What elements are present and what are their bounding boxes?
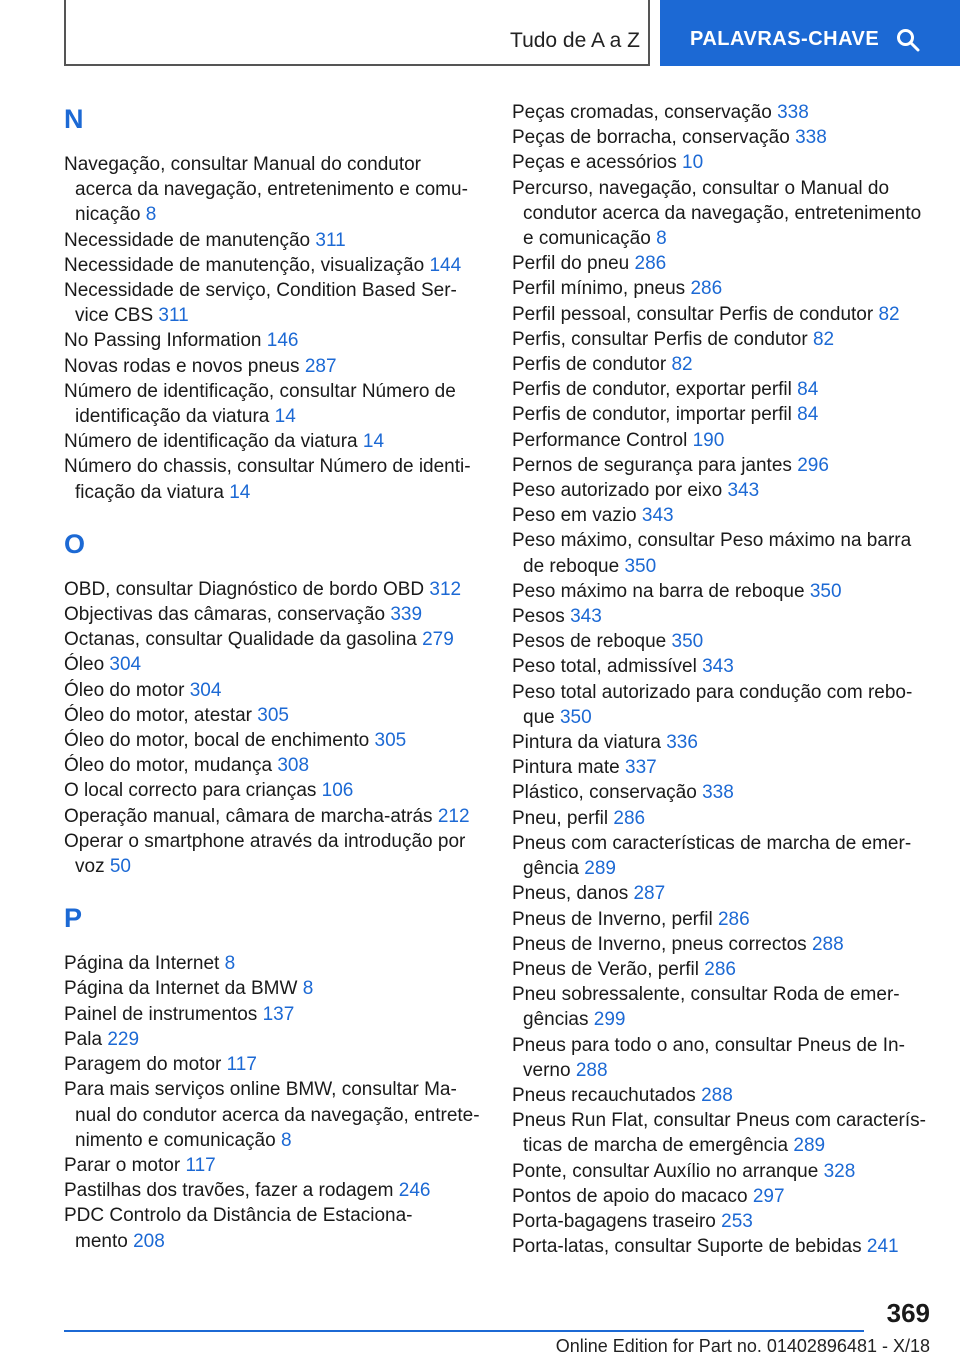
index-column-left [64, 100, 484, 1254]
index-entry-text: Peças de borracha, conservação [512, 127, 790, 149]
index-entry-text: Percurso, navegação, consultar o Manual do condutor acerca da navegação, entretenimento e comunicação [512, 177, 922, 250]
index-entry-text: Octanas, consultar Qualidade da gasolina [64, 629, 417, 651]
page-link[interactable]: 343 [727, 480, 760, 502]
page-number: 369 [886, 1298, 930, 1328]
index-entry-text: Pneu sobressalente, consultar Roda de emer- gências [512, 984, 900, 1031]
index-entry-text: Perfis de condutor [512, 354, 667, 376]
index-entry-text: Perfil pessoal, consultar Perfis de condutor [512, 303, 874, 325]
index-entry-text: Pneu, perfil [512, 807, 609, 829]
page-link[interactable]: 304 [189, 679, 222, 701]
index-entry [64, 703, 484, 728]
index-entry-text: Porta-bagagens traseiro [512, 1210, 716, 1232]
index-entry-text: Perfil mínimo, pneus [512, 278, 686, 300]
page-link[interactable]: 8 [280, 1129, 292, 1151]
index-entry-text: Pernos de segurança para jantes [512, 454, 792, 476]
index-entry [512, 629, 932, 654]
index-entry-text: Navegação, consultar Manual do condutor acerca da navegação, entretenimento e comu- nicação [64, 154, 468, 226]
index-entry-text: Plástico, conservação [512, 782, 697, 804]
page-link[interactable]: 8 [224, 953, 236, 975]
page-link[interactable]: 279 [422, 629, 454, 651]
page-link[interactable]: 343 [641, 505, 674, 527]
page-link[interactable]: 350 [671, 631, 704, 653]
page-link[interactable]: 8 [302, 978, 314, 1000]
index-entry-text: Perfil do pneu [512, 253, 630, 275]
page-link[interactable]: 308 [277, 755, 310, 777]
index-entry-text: Pastilhas dos travões, fazer a rodagem [64, 1180, 394, 1202]
index-entry [512, 352, 932, 377]
page-link[interactable]: 146 [266, 330, 299, 352]
search-icon[interactable] [896, 28, 920, 52]
index-entry [512, 881, 932, 906]
index-entry [64, 1077, 484, 1153]
page-link[interactable]: 343 [702, 656, 734, 678]
page-link[interactable]: 288 [811, 933, 844, 955]
index-entry [512, 453, 932, 478]
page-link[interactable]: 311 [158, 305, 189, 327]
index-entry-text: Peso autorizado por eixo [512, 480, 723, 502]
page-link[interactable]: 212 [437, 805, 470, 827]
index-entry [512, 730, 932, 755]
page-link[interactable]: 297 [752, 1185, 785, 1207]
index-entry-text: Pala [64, 1028, 103, 1050]
index-entry [512, 806, 932, 831]
page-link[interactable]: 82 [878, 303, 900, 325]
page-link[interactable]: 299 [593, 1009, 626, 1031]
index-entry-text: Operar o smartphone através da introdução por voz [64, 830, 466, 878]
page-link[interactable]: 311 [315, 229, 346, 251]
index-entry [64, 429, 484, 454]
page-link[interactable]: 82 [671, 354, 693, 376]
index-entry-text: Óleo [64, 654, 105, 676]
index-entry-text: Pintura da viatura [512, 732, 661, 754]
index-entry-text: Operação manual, câmara de marcha-atrás [64, 805, 433, 827]
index-entry-text: Necessidade de manutenção [64, 229, 311, 251]
index-entry [64, 354, 484, 379]
index-entry-text: Pneus, danos [512, 883, 629, 905]
page-link[interactable]: 229 [107, 1028, 140, 1050]
section-letter: P [64, 903, 83, 934]
index-entry [512, 302, 932, 327]
page-link[interactable]: 338 [702, 782, 734, 804]
page-link[interactable]: 338 [795, 127, 827, 149]
page-link[interactable]: 117 [185, 1154, 216, 1176]
page-link[interactable]: 312 [429, 578, 462, 600]
index-entry-text: Objectivas das câmaras, conservação [64, 604, 386, 626]
index-entry [64, 753, 484, 778]
index-entry [64, 278, 484, 328]
index-entry [512, 478, 932, 503]
index-entry-text: PDC Controlo da Distância de Estaciona- mento [64, 1205, 413, 1252]
index-entry [64, 577, 484, 602]
page-link[interactable]: 246 [398, 1180, 431, 1202]
index-entry [512, 528, 932, 578]
index-entry [512, 503, 932, 528]
index-entry [64, 1002, 484, 1027]
index-entry [64, 627, 484, 652]
page-link[interactable]: 144 [429, 254, 462, 276]
index-entry-text: Pneus com características de marcha de emer- gência [512, 832, 912, 880]
index-entry-text: Ponte, consultar Auxílio no arranque [512, 1160, 819, 1182]
index-entry [64, 602, 484, 627]
index-entry [512, 150, 932, 175]
page-link[interactable]: 339 [390, 604, 423, 626]
index-entry-text: Porta-latas, consultar Suporte de bebidas [512, 1236, 862, 1258]
index-entry-text: Peças e acessórios [512, 152, 677, 174]
section-letter: N [64, 104, 84, 134]
header-left-border [64, 0, 66, 66]
page-link[interactable]: 343 [570, 606, 602, 628]
section-gap [64, 879, 484, 897]
index-entry [512, 982, 932, 1032]
page-link[interactable]: 8 [656, 228, 667, 250]
index-entry [512, 579, 932, 604]
index-entry-text: Pesos [512, 606, 565, 628]
index-entry [64, 829, 484, 879]
index-entry-text: Pesos de reboque [512, 631, 667, 653]
index-entry [64, 253, 484, 278]
index-entry [64, 328, 484, 353]
page-link[interactable]: 208 [133, 1230, 165, 1252]
footer-edition: Online Edition for Part no. 01402896481 - X/18 [555, 1336, 930, 1356]
index-entry-text: Peças cromadas, conservação [512, 102, 772, 123]
index-entry [64, 804, 484, 829]
index-entry [64, 1027, 484, 1052]
index-entry [64, 228, 484, 253]
page-link[interactable]: 286 [717, 908, 750, 930]
footer-rule [64, 1330, 864, 1332]
index-entry-text: Página da Internet da BMW [64, 978, 298, 1000]
index-entry [512, 680, 932, 730]
index-entry [512, 1033, 932, 1083]
page-link[interactable]: 84 [797, 379, 819, 401]
index-entry [512, 604, 932, 629]
page-link[interactable]: 14 [362, 431, 385, 453]
header-bottom-border [64, 64, 650, 66]
index-entry [64, 379, 484, 429]
index-entry [512, 100, 932, 125]
index-entry [512, 755, 932, 780]
index-entry-text: Óleo do motor, atestar [64, 704, 252, 726]
page-link[interactable]: 350 [624, 555, 657, 577]
index-entry-text: Pneus de Inverno, pneus correctos [512, 933, 807, 955]
index-entry [512, 831, 932, 881]
index-entry [512, 654, 932, 679]
index-entry-text: Parar o motor [64, 1154, 181, 1176]
page-link[interactable]: 287 [304, 355, 337, 377]
page-link[interactable]: 286 [704, 958, 736, 980]
index-entry [64, 976, 484, 1001]
page-link[interactable]: 286 [690, 278, 723, 300]
page-link[interactable]: 10 [682, 152, 704, 174]
index-entry-text: Pneus de Verão, perfil [512, 958, 699, 980]
index-entry [512, 1234, 932, 1259]
page-link[interactable]: 336 [666, 732, 698, 754]
index-entry-text: Necessidade de serviço, Condition Based Ser- vice CBS [64, 280, 457, 327]
index-entry-text: Peso total, admissível [512, 656, 697, 678]
page-link[interactable]: 350 [559, 706, 592, 728]
index-entry-text: Pintura mate [512, 757, 620, 779]
index-entry-text: Para mais serviços online BMW, consultar Ma- nual do condutor acerca da navegação, entrete- nimento e comunicação [64, 1079, 480, 1151]
tab-a-to-z[interactable]: Tudo de A a Z [510, 29, 640, 52]
index-entry-text: Óleo do motor [64, 679, 185, 701]
page-link[interactable]: 253 [721, 1210, 753, 1232]
page-link[interactable]: 304 [109, 654, 142, 676]
index-entry [64, 1203, 484, 1253]
page-link[interactable]: 288 [701, 1084, 733, 1106]
index-entry-text: Pneus recauchutados [512, 1084, 696, 1106]
page-link[interactable]: 190 [692, 429, 725, 451]
index-entry-text: Perfis, consultar Perfis de condutor [512, 328, 808, 350]
index-entry [512, 780, 932, 805]
page-link[interactable]: 286 [634, 253, 667, 275]
index-entry [512, 1184, 932, 1209]
index-entry [64, 678, 484, 703]
tab-keywords-label: PALAVRAS-CHAVE [690, 28, 880, 50]
index-entry-text: Peso máximo na barra de reboque [512, 580, 805, 602]
section-letter: O [64, 528, 86, 559]
page-link[interactable]: 286 [613, 807, 646, 829]
index-entry [512, 276, 932, 301]
index-entry [64, 951, 484, 976]
page-link[interactable]: 305 [257, 704, 289, 726]
section-gap [64, 505, 484, 523]
index-entry [64, 652, 484, 677]
index-entry [512, 907, 932, 932]
page-link[interactable]: 350 [809, 580, 842, 602]
index-entry-text: Óleo do motor, bocal de enchimento [64, 730, 370, 752]
page-link[interactable]: 241 [866, 1236, 899, 1258]
index-entry-text: OBD, consultar Diagnóstico de bordo OBD [64, 578, 425, 600]
index-entry [512, 932, 932, 957]
index-entry-text: Novas rodas e novos pneus [64, 355, 300, 377]
page-link[interactable]: 337 [625, 757, 657, 779]
index-entry [512, 957, 932, 982]
index-entry [64, 1178, 484, 1203]
index-entry-text: Painel de instrumentos [64, 1003, 258, 1025]
index-entry [512, 428, 932, 453]
page-link[interactable]: 289 [584, 858, 616, 880]
index-entry [512, 125, 932, 150]
index-entry-text: Página da Internet [64, 953, 220, 975]
index-entry [512, 377, 932, 402]
page-link[interactable]: 14 [274, 406, 296, 428]
index-entry [512, 1209, 932, 1234]
page-link[interactable]: 137 [262, 1003, 295, 1025]
index-entry [512, 251, 932, 276]
index-entry-text: Pontos de apoio do macaco [512, 1185, 748, 1207]
index-entry-text: Peso total autorizado para condução com rebo- que [512, 681, 913, 728]
index-entry [512, 176, 932, 252]
page-link[interactable]: 50 [109, 856, 131, 878]
index-entry [512, 1159, 932, 1184]
tab-keywords[interactable] [660, 0, 960, 66]
index-entry-text: Paragem do motor [64, 1054, 222, 1076]
index-entry-text: Óleo do motor, mudança [64, 755, 273, 777]
index-entry-text: Número de identificação, consultar Número de identificação da viatura [64, 380, 456, 428]
index-entry [512, 327, 932, 352]
page-link[interactable]: 287 [633, 883, 666, 905]
index-entry-text: Número de identificação da viatura [64, 431, 358, 453]
index-entry-text: Necessidade de manutenção, visualização [64, 254, 425, 276]
index-entry [64, 454, 484, 504]
page-link[interactable]: 288 [575, 1059, 608, 1081]
index-entry-text: Pneus de Inverno, perfil [512, 908, 713, 930]
page-link[interactable]: 296 [797, 454, 829, 476]
page-link[interactable]: 117 [226, 1054, 257, 1076]
index-entry-text: Performance Control [512, 429, 688, 451]
page-link[interactable]: 289 [793, 1135, 826, 1157]
index-entry-text: Perfis de condutor, exportar perfil [512, 379, 792, 401]
page-link[interactable]: 338 [777, 102, 809, 123]
index-entry [64, 1153, 484, 1178]
index-entry-text: Perfis de condutor, importar perfil [512, 404, 792, 426]
index-entry-text: O local correcto para crianças [64, 780, 317, 802]
page-link[interactable]: 82 [812, 328, 835, 350]
index-entry [512, 1083, 932, 1108]
page-link[interactable]: 8 [145, 204, 157, 226]
page-link[interactable]: 106 [321, 780, 354, 802]
index-entry-text: Pneus para todo o ano, consultar Pneus de In- verno [512, 1034, 905, 1081]
index-entry [64, 778, 484, 803]
index-entry-text: Peso máximo, consultar Peso máximo na barra de reboque [512, 530, 912, 577]
index-entry [512, 1108, 932, 1158]
page-link[interactable]: 305 [374, 730, 407, 752]
page-link[interactable]: 84 [797, 404, 819, 426]
header-divider [648, 0, 650, 66]
index-entry-text: Número do chassis, consultar Número de identi- ficação da viatura [64, 456, 471, 503]
index-entry [512, 402, 932, 427]
index-column-right [512, 100, 932, 1259]
index-entry [64, 152, 484, 228]
index-entry-text: Peso em vazio [512, 505, 637, 527]
index-entry-text: No Passing Information [64, 330, 262, 352]
page-link[interactable]: 328 [823, 1160, 856, 1182]
index-entry-text: Pneus Run Flat, consultar Pneus com caracterís- ticas de marcha de emergência [512, 1110, 926, 1157]
index-entry [64, 1052, 484, 1077]
index-entry [64, 728, 484, 753]
page-link[interactable]: 14 [229, 481, 251, 503]
